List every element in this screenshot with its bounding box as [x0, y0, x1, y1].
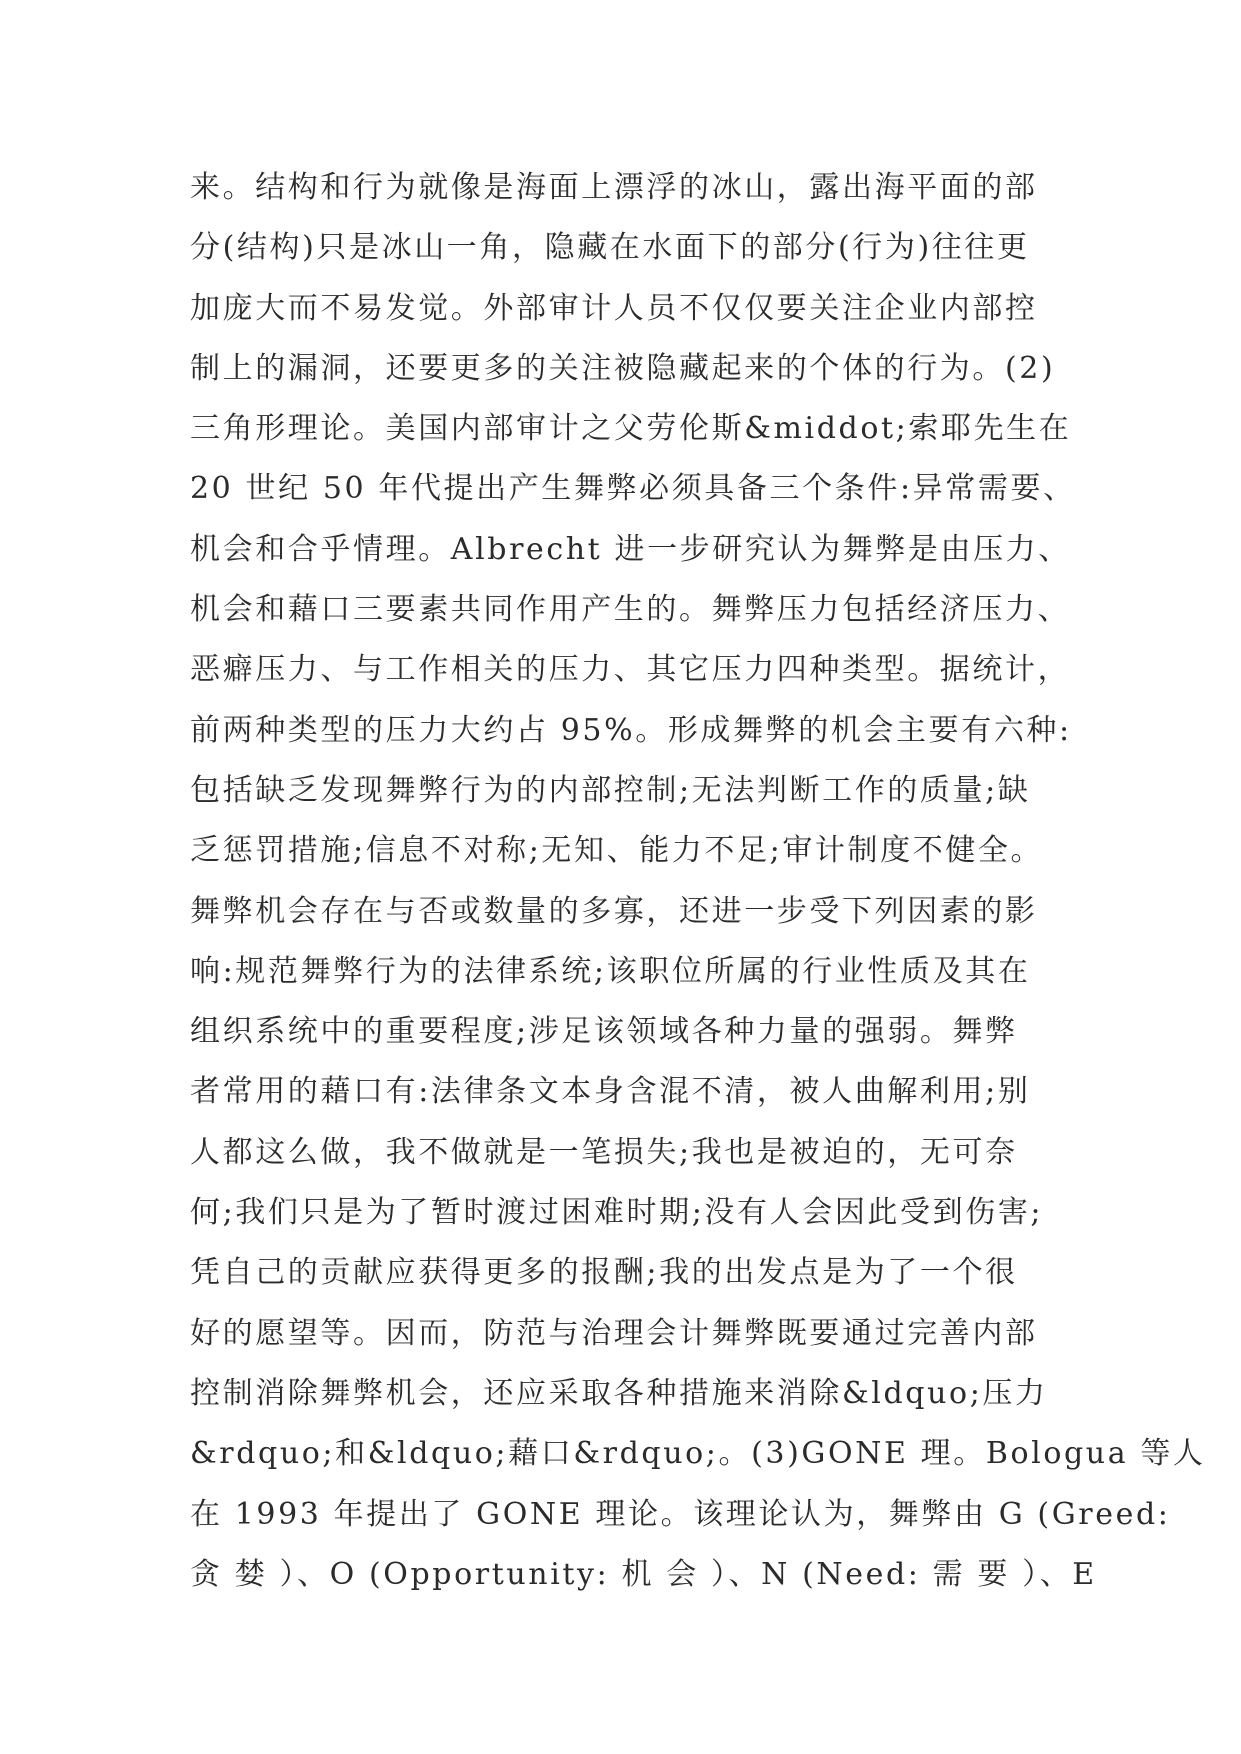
text-line: 乏惩罚措施;信息不对称;无知、能力不足;审计制度不健全。 [190, 833, 1044, 869]
text-line: 舞弊机会存在与否或数量的多寡，还进一步受下列因素的影 [190, 893, 1038, 929]
text-line: 机会和合乎情理。Albrecht 进一步研究认为舞弊是由压力、 [190, 531, 1071, 567]
text-line: 来。结构和行为就像是海面上漂浮的冰山，露出海平面的部 [190, 170, 1038, 205]
text-line: 制上的漏洞，还要更多的关注被隐藏起来的个体的行为。(2) [190, 350, 1056, 386]
text-line: 好的愿望等。因而，防范与治理会计舞弊既要通过完善内部 [190, 1315, 1038, 1351]
text-line: 分(结构)只是冰山一角，隐藏在水面下的部分(行为)往往更 [190, 230, 1030, 266]
text-line: &rdquo;和&ldquo;藉口&rdquo;。(3)GONE 理。Bologua 等人 [190, 1436, 1206, 1472]
text-line: 贪 婪 ）、O (Opportunity: 机 会 ）、N (Need: 需 要 ）、E [190, 1556, 1097, 1592]
text-line: 何;我们只是为了暂时渡过困难时期;没有人会因此受到伤害; [190, 1195, 1044, 1231]
text-line: 人都这么做，我不做就是一笔损失;我也是被迫的，无可奈 [190, 1134, 1018, 1170]
body-text [190, 158, 1206, 1605]
text-line: 在 1993 年提出了 GONE 理论。该理论认为，舞弊由 G (Greed: [190, 1496, 1171, 1532]
text-line: 响:规范舞弊行为的法律系统;该职位所属的行业性质及其在 [190, 953, 1031, 989]
text-line: 前两种类型的压力大约占 95%。形成舞弊的机会主要有六种: [190, 712, 1072, 748]
text-line: 机会和藉口三要素共同作用产生的。舞弊压力包括经济压力、 [190, 592, 1071, 628]
text-line: 三角形理论。美国内部审计之父劳伦斯&middot;索耶先生在 [190, 411, 1072, 447]
text-line: 加庞大而不易发觉。外部审计人员不仅仅要关注企业内部控 [190, 290, 1038, 326]
text-line: 20 世纪 50 年代提出产生舞弊必须具备三个条件:异常需要、 [190, 471, 1076, 507]
text-line: 包括缺乏发现舞弊行为的内部控制;无法判断工作的质量;缺 [190, 772, 1031, 808]
text-line: 组织系统中的重要程度;涉足该领域各种力量的强弱。舞弊 [190, 1014, 1018, 1050]
text-line: 凭自己的贡献应获得更多的报酬;我的出发点是为了一个很 [190, 1255, 1018, 1291]
text-line: 恶癖压力、与工作相关的压力、其它压力四种类型。据统计， [190, 652, 1071, 688]
text-line: 者常用的藉口有:法律条文本身含混不清，被人曲解利用;别 [190, 1074, 1031, 1110]
text-line: 控制消除舞弊机会，还应采取各种措施来消除&ldquo;压力 [190, 1375, 1048, 1411]
